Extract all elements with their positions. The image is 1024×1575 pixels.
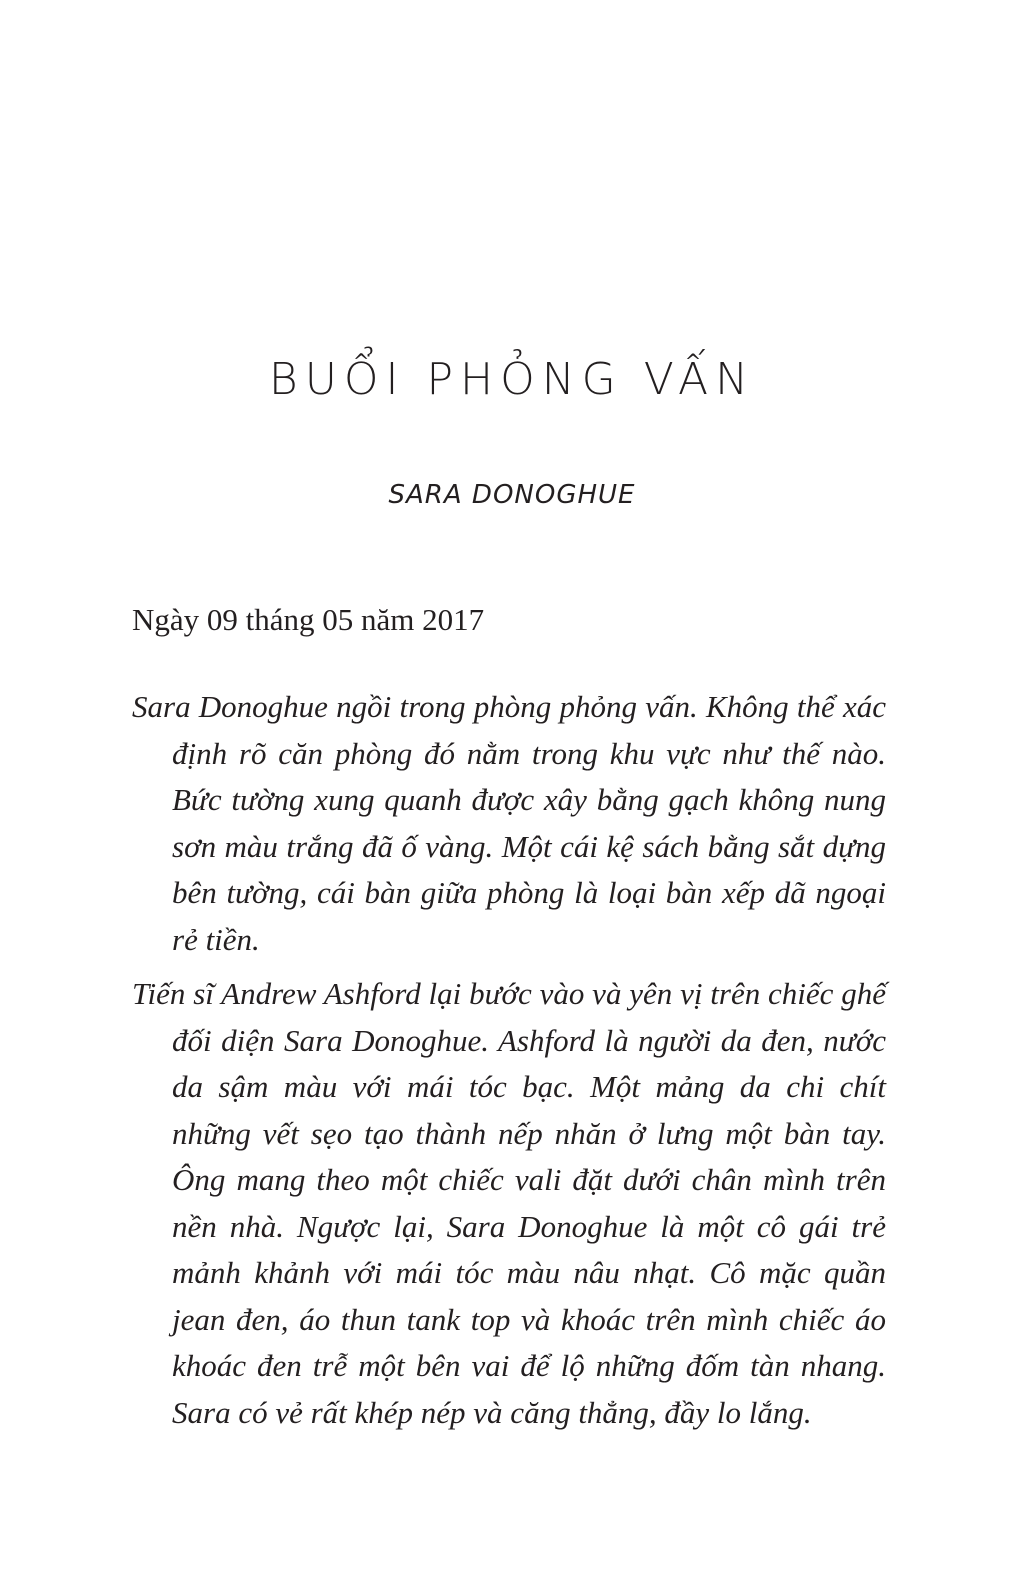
paragraph: Tiến sĩ Andrew Ashford lại bước vào và yên vị trên chiếc ghế đối diện Sara Donoghue. Ashford là người da đen, nước da sậm màu với mái tóc bạc. Một mảng da chi chít những vết sẹo tạo thành nếp nhăn ở lưng một bàn tay. Ông mang theo một chiếc vali đặt dưới chân mình trên nền nhà. Ngược lại, Sara Donoghue là một cô gái trẻ mảnh khảnh với mái tóc màu nâu nhạt. Cô mặc quần jean đen, áo thun tank top và khoác trên mình chiếc áo khoác đen trễ một bên vai để lộ những đốm tàn nhang. Sara có vẻ rất khép nép và căng thẳng, đầy lo lắng. [132, 976, 886, 1430]
chapter-title: BUỔI PHỎNG VẤN [268, 354, 756, 405]
date-line: Ngày 09 tháng 05 năm 2017 [132, 602, 485, 637]
paragraph: Sara Donoghue ngồi trong phòng phỏng vấn. Không thể xác định rõ căn phòng đó nằm trong khu vực như thế nào. Bức tường xung quanh được xây bằng gạch không nung sơn màu trắng đã ố vàng. Một cái kệ sách bằng sắt dựng bên tường, cái bàn giữa phòng là loại bàn xếp dã ngoại rẻ tiền. [132, 689, 886, 957]
chapter-author: SARA DONOGHUE [388, 480, 636, 510]
